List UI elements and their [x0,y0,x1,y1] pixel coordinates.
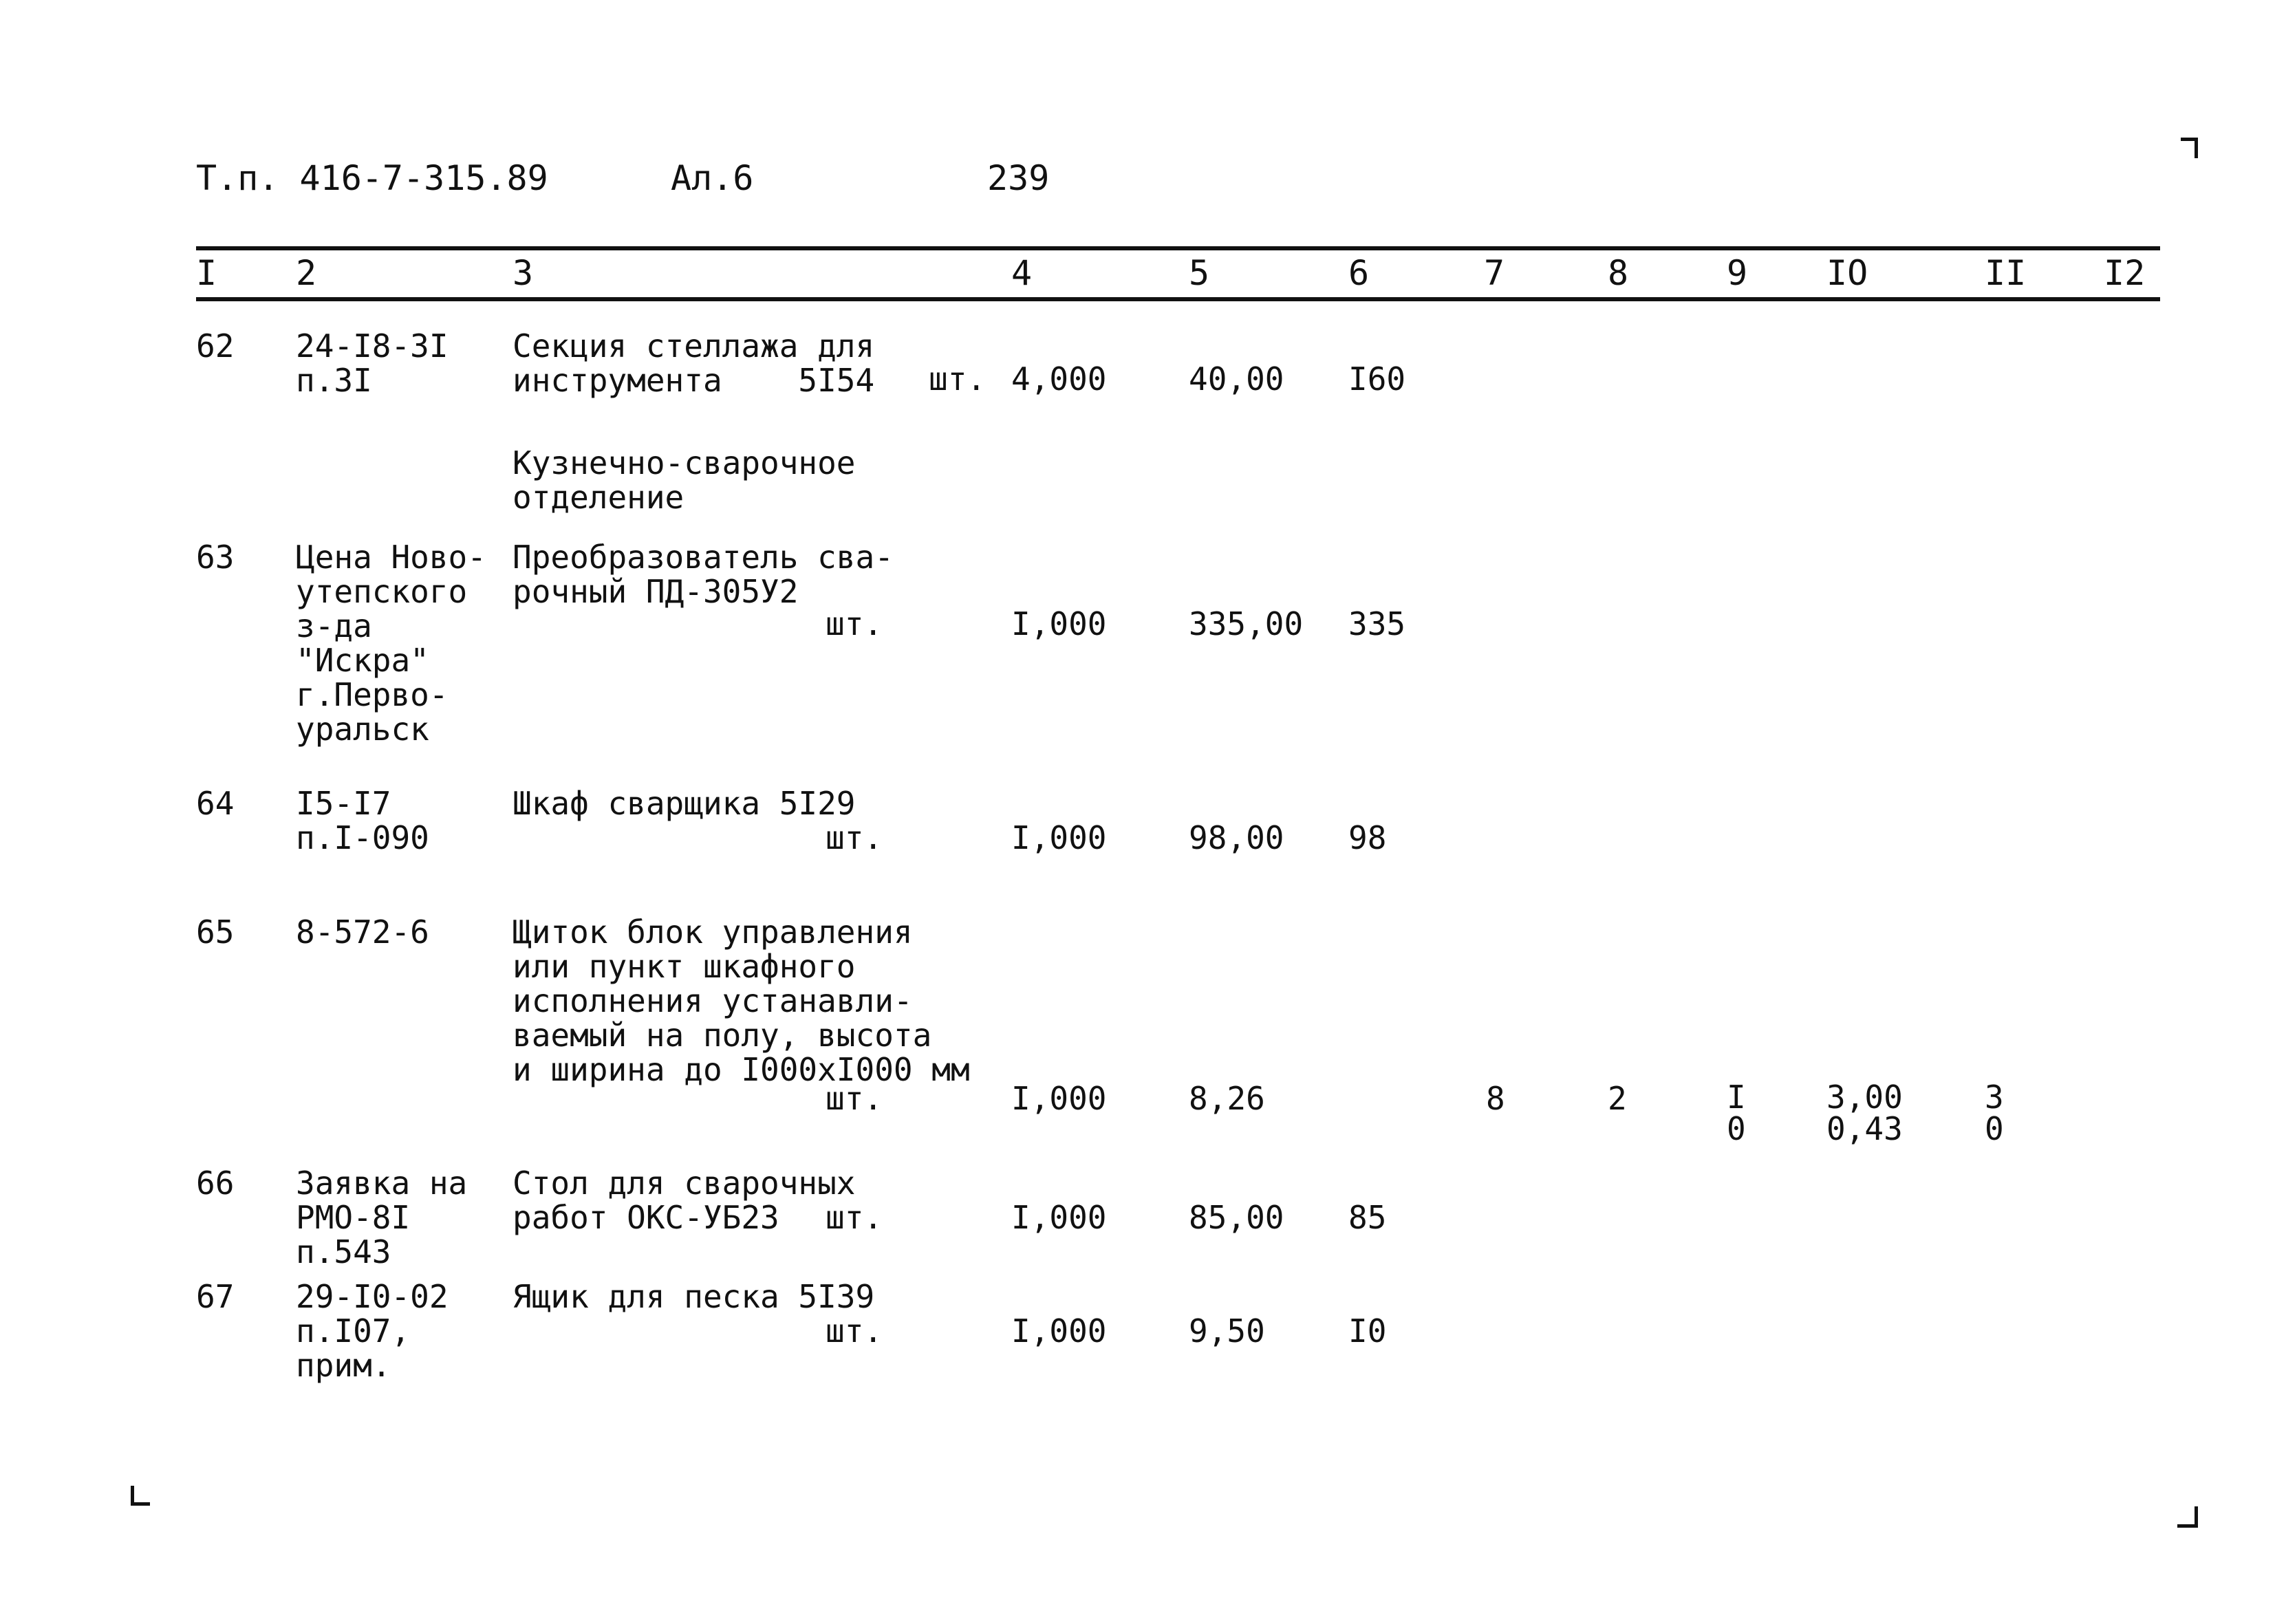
row-reference: Заявка на РМО-8I п.543 [296,1165,468,1270]
page-number: 239 [987,158,1050,198]
row-col11: 3 0 [1985,1079,2004,1147]
row-quantity: I,000 [1011,819,1107,856]
row-quantity: I,000 [1011,605,1107,642]
row-price: 335,00 [1189,605,1304,642]
row-number: 63 [196,539,235,576]
document-code: Т.п. 416-7-315.89 [196,158,548,198]
row-total: I60 [1348,360,1406,398]
row-price: 8,26 [1189,1080,1265,1117]
row-quantity: I,000 [1011,1312,1107,1350]
row-number: 62 [196,327,235,365]
row-col10: 3,00 0,43 [1826,1079,1903,1147]
row-number: 64 [196,785,235,822]
col-header-1: I [196,253,217,293]
col-header-6: 6 [1348,253,1370,293]
row-total: I0 [1348,1312,1387,1350]
row-number: 67 [196,1278,235,1315]
row-col9: I 0 [1727,1079,1746,1147]
row-reference: I5-I7 п.I-090 [296,785,429,856]
row-unit: шт. [826,1199,883,1236]
row-name: Секция стеллажа для инструмента 5I54 [513,327,875,399]
row-reference: 29-I0-02 п.I07, прим. [296,1278,449,1384]
col-header-3: 3 [513,253,534,293]
row-number: 66 [196,1165,235,1202]
col-header-9: 9 [1727,253,1748,293]
col-header-4: 4 [1011,253,1033,293]
row-total: 335 [1348,605,1406,642]
row-unit: шт. [826,819,883,856]
row-unit: шт. [826,1312,883,1350]
row-reference: 8-572-6 [296,913,429,951]
col-header-12: I2 [2104,253,2146,293]
col-header-10: IO [1826,253,1868,293]
corner-mark-bottom-right [2177,1524,2198,1528]
row-name: Стол для сварочных работ ОКС-УБ23 [513,1165,856,1236]
col-header-11: II [1985,253,2027,293]
row-name: Шкаф сварщика 5I29 [513,785,856,822]
row-quantity: I,000 [1011,1199,1107,1236]
row-name: Преобразователь сва- рочный ПД-305У2 [513,539,894,610]
col-header-7: 7 [1484,253,1505,293]
corner-mark-bottom-left [131,1502,150,1506]
col-header-8: 8 [1608,253,1629,293]
row-col8: 2 [1608,1080,1627,1117]
row-col7: 8 [1486,1080,1505,1117]
row-price: 98,00 [1189,819,1284,856]
col-header-2: 2 [296,253,317,293]
col-header-5: 5 [1189,253,1210,293]
row-number: 65 [196,913,235,951]
row-unit: шт. [826,605,883,642]
sheet-number: Ал.6 [671,158,754,198]
header-rule-bottom [196,297,2160,301]
section-title: Кузнечно-сварочное отделение [513,444,856,516]
row-price: 9,50 [1189,1312,1265,1350]
row-price: 85,00 [1189,1199,1284,1236]
row-name: Ящик для песка 5I39 [513,1278,875,1315]
row-quantity: I,000 [1011,1080,1107,1117]
row-price: 40,00 [1189,360,1284,398]
header-rule-top [196,246,2160,250]
row-quantity: 4,000 [1011,360,1107,398]
row-reference: Цена Ново- утепского з-да "Искра" г.Перво- уральск [296,539,486,748]
row-total: 85 [1348,1199,1387,1236]
row-reference: 24-I8-3I п.3I [296,327,449,399]
row-unit: шт. [929,360,986,398]
row-total: 98 [1348,819,1387,856]
corner-mark-top-right [2195,138,2198,158]
row-name: Щиток блок управления или пункт шкафного исполнения устанавли- ваемый на полу, высота и ширина до I000xI000 мм [513,913,970,1088]
row-unit: шт. [826,1080,883,1117]
